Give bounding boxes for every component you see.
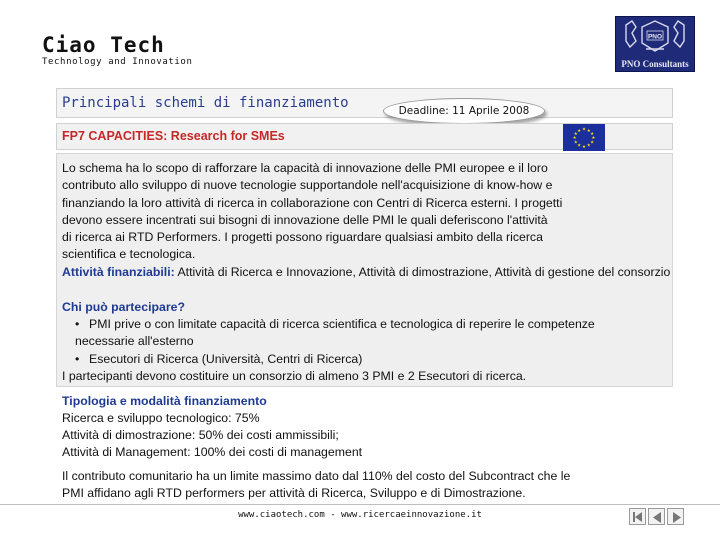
footer-links[interactable]: www.ciaotech.com - www.ricercaeinnovazione.it xyxy=(238,510,482,520)
ciaotech-logo xyxy=(42,34,192,67)
deadline-badge: Deadline: 11 Aprile 2008 xyxy=(383,98,545,124)
footer-divider xyxy=(0,504,720,505)
svg-text:★: ★ xyxy=(572,136,577,142)
pno-consultants-logo xyxy=(615,16,695,72)
svg-text:★: ★ xyxy=(573,140,578,146)
contribution-paragraph: Il contributo comunitario ha un limite massimo dato dal 110% del costo del Subcontract che le PMI affidano agli RTD performers per attività di Ricerca, Sviluppo e di Dimostrazione. xyxy=(62,469,571,501)
bullet-icon: • xyxy=(75,352,80,366)
list-item xyxy=(75,316,675,351)
bullet-text: Esecutori di Ricerca (Università, Centri di Ricerca) xyxy=(89,352,363,366)
program-subtitle: FP7 CAPACITIES: Research for SMEs xyxy=(62,129,285,143)
svg-text:★: ★ xyxy=(581,127,587,133)
eu-flag-icon xyxy=(563,124,605,151)
previous-page-icon[interactable] xyxy=(648,508,665,525)
first-page-icon[interactable] xyxy=(629,508,646,525)
list-item xyxy=(75,351,685,368)
activities-text: Attività di Ricerca e Innovazione, Attività di dimostrazione, Attività di gestione del consorzio xyxy=(174,265,671,279)
participants-note: I partecipanti devono costituire un consorzio di almeno 3 PMI e 2 Esecutori di ricerca. xyxy=(62,369,527,383)
svg-text:★: ★ xyxy=(577,143,582,149)
funding-rate-line: Attività di Management: 100% dei costi di management xyxy=(62,445,363,459)
funding-type-heading: Tipologia e modalità finanziamento xyxy=(62,394,267,408)
activities-label: Attività finanziabili: xyxy=(62,265,175,279)
page-title: Principali schemi di finanziamento xyxy=(62,95,349,111)
bullet-text: PMI prive o con limitate capacità di ricerca scientifica e tecnologica di reperire le competenze necessarie all'esterno xyxy=(75,317,595,349)
svg-text:★: ★ xyxy=(577,128,582,134)
bullet-icon: • xyxy=(75,317,80,331)
svg-text:★: ★ xyxy=(581,144,587,150)
intro-paragraph: Lo schema ha lo scopo di rafforzare la capacità di innovazione delle PMI europee e il loro contributo allo sviluppo di nuove tecnologie supportandole nell'acquisizione di know-how e finanziando la loro attività di ricerca in collaborazione con Centri di Ricerca esterni. I progetti devono essere incentrati sui bisogni di innovazione delle PMI le quali deferiscono l'attività di ricerca ai RTD Performers. I progetti possono riguardare qualsiasi ambito della ricerca scientifica e tecnologica. xyxy=(62,161,563,262)
svg-text:★: ★ xyxy=(586,128,591,134)
activities-paragraph xyxy=(62,264,672,281)
svg-text:★: ★ xyxy=(591,136,596,142)
next-page-icon[interactable] xyxy=(667,508,684,525)
logo-subtitle: Technology and Innovation xyxy=(42,57,193,67)
funding-rate-line: Ricerca e sviluppo tecnologico: 75% xyxy=(62,411,260,425)
funding-rate-line: Attività di dimostrazione: 50% dei costi ammissibili; xyxy=(62,428,339,442)
eligibility-heading: Chi può partecipare? xyxy=(62,300,185,314)
svg-text:★: ★ xyxy=(573,132,578,137)
pno-logo-text: PNO Consultants xyxy=(621,59,689,69)
svg-text:★: ★ xyxy=(586,143,591,149)
svg-text:★: ★ xyxy=(590,132,595,137)
pno-badge: PNO xyxy=(647,33,663,41)
svg-text:★: ★ xyxy=(590,140,595,146)
logo-title: Ciao Tech xyxy=(42,33,165,57)
